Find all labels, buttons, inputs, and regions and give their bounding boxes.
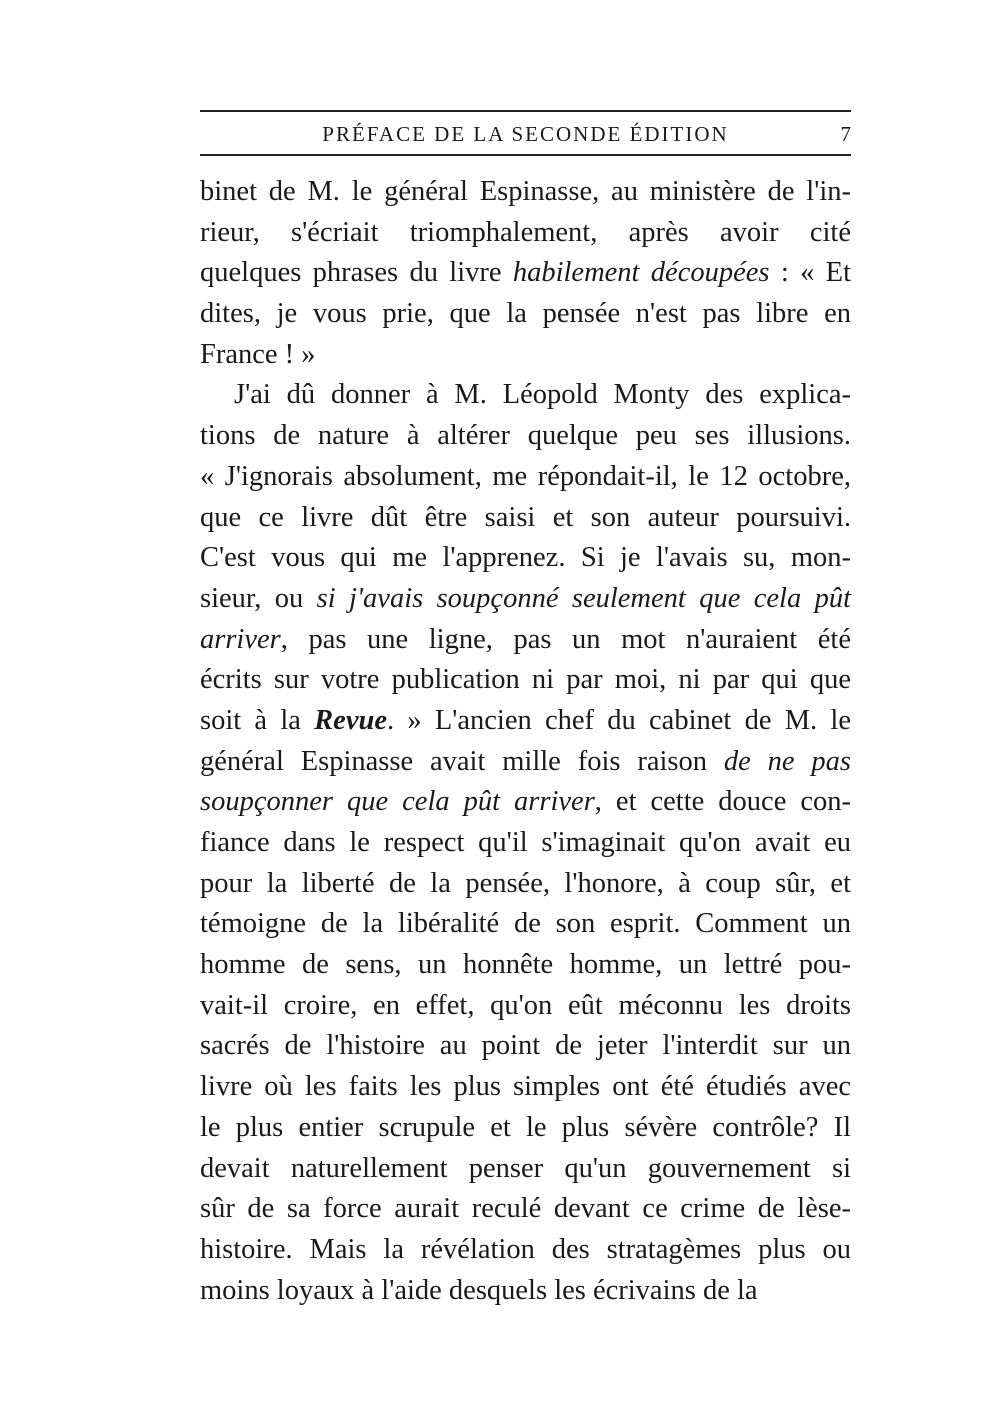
text-run: C'est vous qui me l'apprenez. Si je l'avais su, mon-	[200, 542, 851, 574]
header-top-rule	[200, 110, 851, 112]
text-run: le plus entier scrupule et le plus sévère contrôle? Il	[200, 1111, 851, 1143]
text-line	[200, 986, 851, 1027]
text-line	[200, 498, 851, 539]
text-line	[200, 945, 851, 986]
text-run: histoire. Mais la révélation des stratagèmes plus ou	[200, 1233, 851, 1265]
text-line	[200, 904, 851, 945]
text-run: quelques phrases du livre	[200, 257, 513, 289]
text-line	[200, 864, 851, 905]
text-run: témoigne de la libéralité de son esprit. Comment un	[200, 908, 851, 940]
emphasis-text: soupçonner que cela pût arriver	[200, 786, 595, 818]
emphasis-text: arriver	[200, 623, 281, 655]
text-run: moins loyaux à l'aide desquels les écrivains de la	[200, 1274, 758, 1306]
text-line	[200, 294, 851, 335]
text-run: « J'ignorais absolument, me répondait-il, le 12 octobre,	[200, 460, 851, 492]
text-run: J'ai dû donner à M. Léopold Monty des explica-	[234, 379, 851, 411]
text-run: sûr de sa force aurait reculé devant ce crime de lèse-	[200, 1193, 851, 1225]
text-run: vait-il croire, en effet, qu'on eût méconnu les droits	[200, 989, 851, 1021]
text-run: : « Et	[769, 257, 852, 289]
text-line	[200, 213, 851, 254]
text-line	[200, 253, 851, 294]
text-line	[200, 1026, 851, 1067]
emphasis-text: habilement découpées	[512, 257, 770, 289]
text-run: , pas une ligne, pas un mot n'auraient été	[280, 623, 851, 655]
text-line	[200, 335, 851, 376]
text-run: . » L'ancien chef du cabinet de M. le	[386, 704, 852, 736]
running-title: PRÉFACE DE LA SECONDE ÉDITION	[322, 122, 729, 146]
text-line	[200, 375, 851, 416]
text-line	[200, 1067, 851, 1108]
text-line	[200, 742, 851, 783]
text-run: , et cette douce con-	[594, 786, 851, 818]
page-number: 7	[840, 122, 851, 146]
text-run: tions de nature à altérer quelque peu ses illusions.	[200, 420, 851, 452]
text-line	[200, 1149, 851, 1190]
text-run: sieur, ou	[200, 582, 317, 614]
text-line	[200, 1189, 851, 1230]
text-line	[200, 579, 851, 620]
text-line	[200, 416, 851, 457]
text-run: général Espinasse avait mille fois raison	[200, 745, 724, 777]
body-text	[200, 172, 851, 1311]
text-line	[200, 782, 851, 823]
text-run: pour la liberté de la pensée, l'honore, à coup sûr, et	[200, 867, 851, 899]
running-head	[200, 118, 851, 150]
text-run: rieur, s'écriait triomphalement, après avoir cité	[200, 216, 851, 248]
text-line	[200, 620, 851, 661]
text-run: sacrés de l'histoire au point de jeter l'interdit sur un	[200, 1030, 851, 1062]
header-bottom-rule	[200, 154, 851, 156]
text-line	[200, 457, 851, 498]
text-run: dites, je vous prie, que la pensée n'est pas libre en	[200, 298, 851, 330]
text-run: France ! »	[200, 338, 316, 370]
text-run: que ce livre dût être saisi et son auteur poursuivi.	[200, 501, 851, 533]
text-line	[200, 538, 851, 579]
text-run: devait naturellement penser qu'un gouvernement si	[200, 1152, 851, 1184]
emphasis-text: Revue	[314, 704, 387, 736]
text-line	[200, 172, 851, 213]
text-line	[200, 701, 851, 742]
text-run: soit à la	[200, 704, 315, 736]
text-line	[200, 1108, 851, 1149]
emphasis-text: de ne pas	[723, 745, 851, 777]
emphasis-text: si j'avais soupçonné seulement que cela pût	[316, 582, 851, 614]
text-run: écrits sur votre publication ni par moi, ni par qui que	[200, 664, 851, 696]
text-run: fiance dans le respect qu'il s'imaginait qu'on avait eu	[200, 827, 851, 858]
text-line	[200, 823, 851, 864]
text-line	[200, 1271, 851, 1312]
text-line	[200, 660, 851, 701]
text-run: homme de sens, un honnête homme, un lettré pou-	[200, 949, 851, 981]
text-run: binet de M. le général Espinasse, au ministère de l'in-	[200, 176, 851, 207]
text-run: livre où les faits les plus simples ont été étudiés avec	[200, 1071, 851, 1103]
text-line	[200, 1230, 851, 1271]
